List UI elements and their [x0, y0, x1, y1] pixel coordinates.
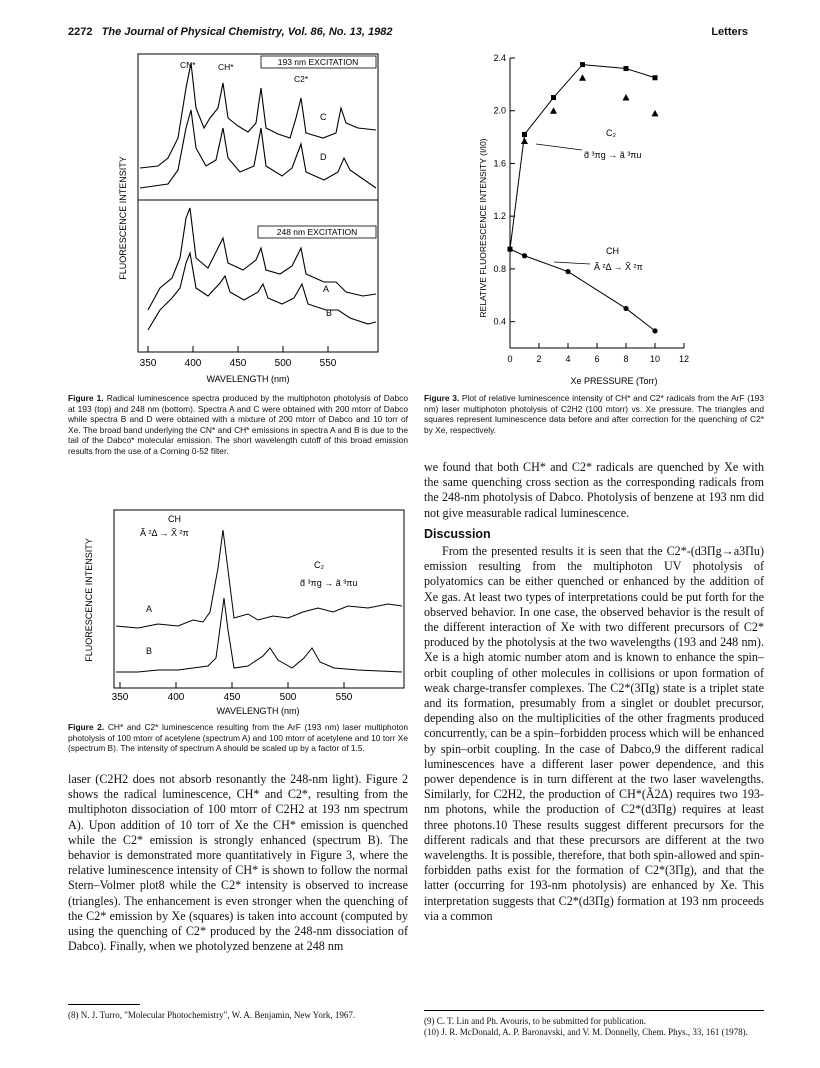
fig3-point-triangle: [623, 94, 630, 101]
fig3-caption-text: Plot of relative luminescence intensity of CH* and C2* radicals from the ArF (193 nm) laser multiphoton photolysis of C2H2 (100 mtorr) vs. Xe pressure. The triangles and squares represent luminescence data before and after correction for the quenching of C2* by Xe, respectively.: [424, 393, 765, 435]
fig3-xtick-label: 10: [649, 354, 661, 364]
fig3-point-triangle: [579, 74, 586, 81]
right-column-text: [424, 460, 764, 924]
footnote: (9) C. T. Lin and Ph. Avouris, to be submitted for publication.: [424, 1016, 646, 1026]
fig3-point-square: [653, 75, 658, 80]
fig2-xtick: 350: [111, 692, 129, 703]
footnote: (10) J. R. McDonald, A. P. Baronavski, and V. M. Donnelly, Chem. Phys., 33, 161 (1978).: [424, 1027, 748, 1037]
figure-2-caption: [68, 722, 408, 754]
figure-2: [68, 508, 408, 718]
fig3-ytick-label: 2.4: [493, 53, 506, 63]
fig1-label-a: A: [323, 284, 330, 294]
fig1-xlabel: WAVELENGTH (nm): [206, 374, 290, 384]
fig1-xtick: 400: [184, 358, 202, 369]
figure-3-caption: [424, 393, 764, 435]
paragraph: laser (C2H2 does not absorb resonantly the 248-nm light). Figure 2 shows the radical luminescence, CH* and C2*, resulting from the multiphoton dissociation of 100 mtorr of C2H2 at 193 nm spectrum A). Upon addition of 10 torr of Xe the CH* emission is quenched while the C2* emission is strongly enhanced (spectrum B). The behavior is demonstrated more quantitatively in Figure 3, where the relative luminescence intensity of CH* is shown to follow the normal Stern–Volmer plot8 while the C2* intensity is observed to increase (triangles). The enhancement is even stronger when the quenching of the C2* emission by Xe (squares) is taken into account (computed by using the quenching of C2* produced by the 248-nm dissociation of Dabco). Finally, when we photolyzed benzene at 248 nm: [68, 772, 408, 954]
fig2-ylabel: FLUORESCENCE INTENSITY: [84, 538, 94, 662]
section-name: Letters: [711, 26, 748, 38]
footnote-rule: [68, 1004, 140, 1005]
fig1-xtick: 500: [274, 358, 292, 369]
fig2-xaxis: [112, 682, 353, 716]
fig3-point-circle: [522, 253, 527, 258]
journal-title: The Journal of Physical Chemistry, Vol. 86, No. 13, 1982: [101, 26, 393, 38]
fig3-ytick-label: 2.0: [493, 105, 506, 116]
fig3-xtick-label: 12: [678, 354, 690, 364]
fig1-bottom-label: 248 nm EXCITATION: [276, 227, 358, 237]
fig2-xtick: 500: [279, 692, 297, 703]
footnotes-left: [68, 1010, 408, 1021]
fig2-curve-b: [116, 598, 402, 672]
paragraph: From the presented results it is seen that the C2*-(d3Πg→a3Πu) emission resulting from the multiphoton UV photolysis of polyatomics can be either quenched or enhanced by the addition of Xe gas. At least two types of interpretations could be put forth for the observed behavior. In one case, the observed behavior is the result of the different interaction of Xe with two different precursors of C2* produced by the photolysis at the two wavelengths (193 and 248 nm). Xe is a high atomic number atom and is known to enhance the spin–orbit coupling of other molecules in collisions or upon formation of weak charge-transfer complexes. The C2*(3Πg) state is a triplet state and its formation, presumably from a singlet or doublet precursor, depending also on the multiplicities of the other fragments produced concurrently, can be a spin–forbidden process which will be enhanced by spin–orbit coupling. In the case of Dabco,9 the different radical luminescences have a different laser power dependence, and this power dependence is in turn different at the two laser wavelengths. Similarly, for C2H2, the production of CH*(Ã2Δ) requires two 193-nm photons, while the production of C2*(d3Πg) requires at least three photons.10 These results suggest different precursors for the different radicals and that these precursors are different at the two wavelengths. It is possible, therefore, that both spin-allowed and spin-forbidden paths exist for the formation of C2*(3Πg), and that the latter (occurring for 193-nm photolysis) are enhanced by Xe. This interpretation suggests that C2*(d3Πg) formation at 193 nm proceeds via a common: [424, 544, 764, 923]
paragraph: we found that both CH* and C2* radicals are quenched by Xe with the same quenching cross section as the corresponding radicals from the 248-nm photolysis of Dabco. Photolysis of benzene at 193 nm did not give measurable radical luminescence.: [424, 460, 764, 520]
fig1-label-b: B: [326, 308, 333, 318]
fig3-point-circle: [623, 306, 628, 311]
fig3-label-c2-trans: d̃ ³πg → ã ³πu: [584, 150, 642, 160]
fig3-ytick-label: 1.6: [493, 158, 506, 169]
fig3-point-triangle: [652, 110, 659, 117]
fig3-point-triangle: [550, 107, 557, 114]
fig1-peak-c2: C2*: [294, 74, 309, 84]
fig3-ytick-label: 0.4: [493, 316, 506, 327]
fig3-point-triangle: [521, 138, 528, 145]
fig3-xtick-label: 0: [507, 354, 513, 364]
fig1-xtick: 550: [319, 358, 337, 369]
fig3-point-square: [551, 95, 556, 100]
fig2-label-ch-trans: Ã ²Δ → X̃ ²π: [140, 528, 189, 538]
figure-1-plot: [68, 48, 408, 388]
page-header: [68, 26, 392, 38]
fig1-curve-a: [148, 208, 376, 310]
fig1-frame: [138, 54, 378, 352]
fig3-point-square: [580, 62, 585, 67]
figure-2-plot: [68, 508, 408, 718]
fig3-label-ch: CH: [606, 246, 619, 256]
fig3-xlabel: Xe PRESSURE (Torr): [570, 376, 658, 386]
fig1-label-c: C: [320, 112, 327, 122]
figure-1: [68, 48, 408, 388]
fig1-xtick: 450: [229, 358, 247, 369]
footnote: (8) N. J. Turro, "Molecular Photochemistry", W. A. Benjamin, New York, 1967.: [68, 1010, 356, 1020]
figure-1-caption: [68, 393, 408, 457]
fig1-ylabel: FLUORESCENCE INTENSITY: [118, 156, 128, 280]
fig2-caption-title: Figure 2.: [68, 722, 105, 732]
fig2-curve-a: [116, 530, 402, 628]
fig3-ytick-label: 1.2: [493, 211, 506, 222]
left-column-text: [68, 772, 408, 954]
fig2-caption-text: CH* and C2* luminescence resulting from the ArF (193 nm) laser multiphoton photolysis of 100 mtorr of acetylene (spectrum A) and 100 mtorr of acetylene and 10 torr Xe (spectrum B). The intensity of spectrum A should be scaled up by a factor of 1.5.: [68, 722, 409, 754]
fig1-peak-cn: CN*: [180, 60, 196, 70]
fig1-caption-title: Figure 1.: [68, 393, 104, 403]
fig3-ylabel: RELATIVE FLUORESCENCE INTENSITY (I/I0): [478, 138, 488, 318]
fig3-xtick-label: 4: [565, 354, 571, 364]
fig2-xtick: 400: [167, 692, 185, 703]
fig3-point-square: [522, 132, 527, 137]
fig1-caption-text: Radical luminescence spectra produced by the multiphoton photolysis of Dabco at 193 (top) and 248 nm (bottom). Spectra A and C were obtained with 200 mtorr of Dabco while spectra B and D were obtained with a mixture of 200 mtorr of Dabco and 10 torr of Xe. The broad band underlying the CN* and CH* emissions in spectra A and B is due to the tail of the Dabco* molecular emission. The short wavelength cutoff of this broad emission results from the use of a Corning 0-52 filter.: [68, 393, 408, 456]
fig1-curve-c: [140, 63, 376, 168]
section-heading: Discussion: [424, 526, 491, 541]
fig1-xtick: 350: [139, 358, 157, 369]
fig3-point-circle: [565, 269, 570, 274]
fig3-xtick-label: 8: [623, 354, 629, 364]
fig1-curve-d: [140, 110, 376, 188]
fig2-label-a: A: [146, 604, 153, 614]
figure-3: [424, 48, 764, 388]
fig1-peak-ch: CH*: [218, 62, 234, 72]
fig3-point-circle: [507, 247, 512, 252]
fig2-label-c2-trans: d̃ ³πg → ã ³πu: [300, 578, 358, 588]
fig2-xlabel: WAVELENGTH (nm): [216, 706, 300, 716]
fig3-label-c2: C₂: [606, 128, 616, 138]
fig2-xtick: 450: [223, 692, 241, 703]
fig2-label-ch: CH: [168, 514, 181, 524]
fig3-xtick-label: 6: [594, 354, 600, 364]
fig2-label-b: B: [146, 646, 153, 656]
fig2-label-c2: C₂: [314, 560, 324, 570]
fig2-xtick: 550: [335, 692, 353, 703]
fig3-xtick-label: 2: [536, 354, 542, 364]
fig1-label-d: D: [320, 152, 327, 162]
fig3-ytick-label: 0.8: [493, 263, 506, 274]
fig3-point-square: [624, 66, 629, 71]
fig3-caption-title: Figure 3.: [424, 393, 460, 403]
page-number: 2272: [68, 26, 93, 38]
fig1-top-label: 193 nm EXCITATION: [277, 57, 359, 67]
fig3-point-circle: [652, 328, 657, 333]
footnotes-right: [424, 1016, 764, 1038]
figure-3-plot: [424, 48, 764, 388]
fig1-curve-b: [148, 253, 376, 330]
footnote-rule: [424, 1010, 764, 1011]
fig3-label-ch-trans: Ã ²Δ → X̃ ²π: [594, 262, 643, 272]
